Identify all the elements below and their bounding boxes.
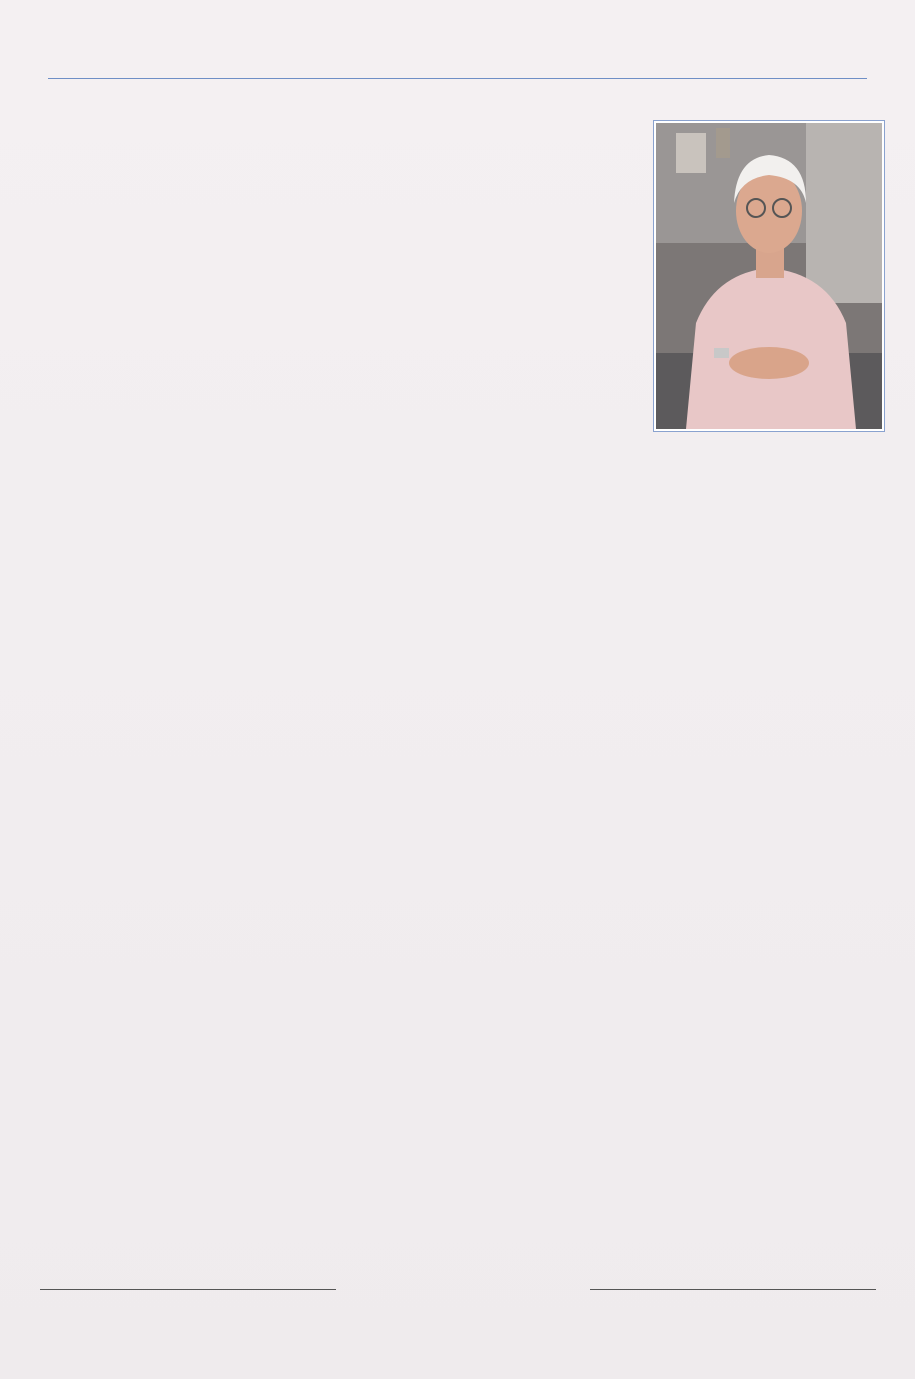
- footer-rule-right: [590, 1289, 876, 1290]
- author-photo: [654, 121, 884, 431]
- portrait-photo-icon: [656, 123, 882, 429]
- header-rule: [48, 78, 867, 79]
- footer-rule-left: [40, 1289, 336, 1290]
